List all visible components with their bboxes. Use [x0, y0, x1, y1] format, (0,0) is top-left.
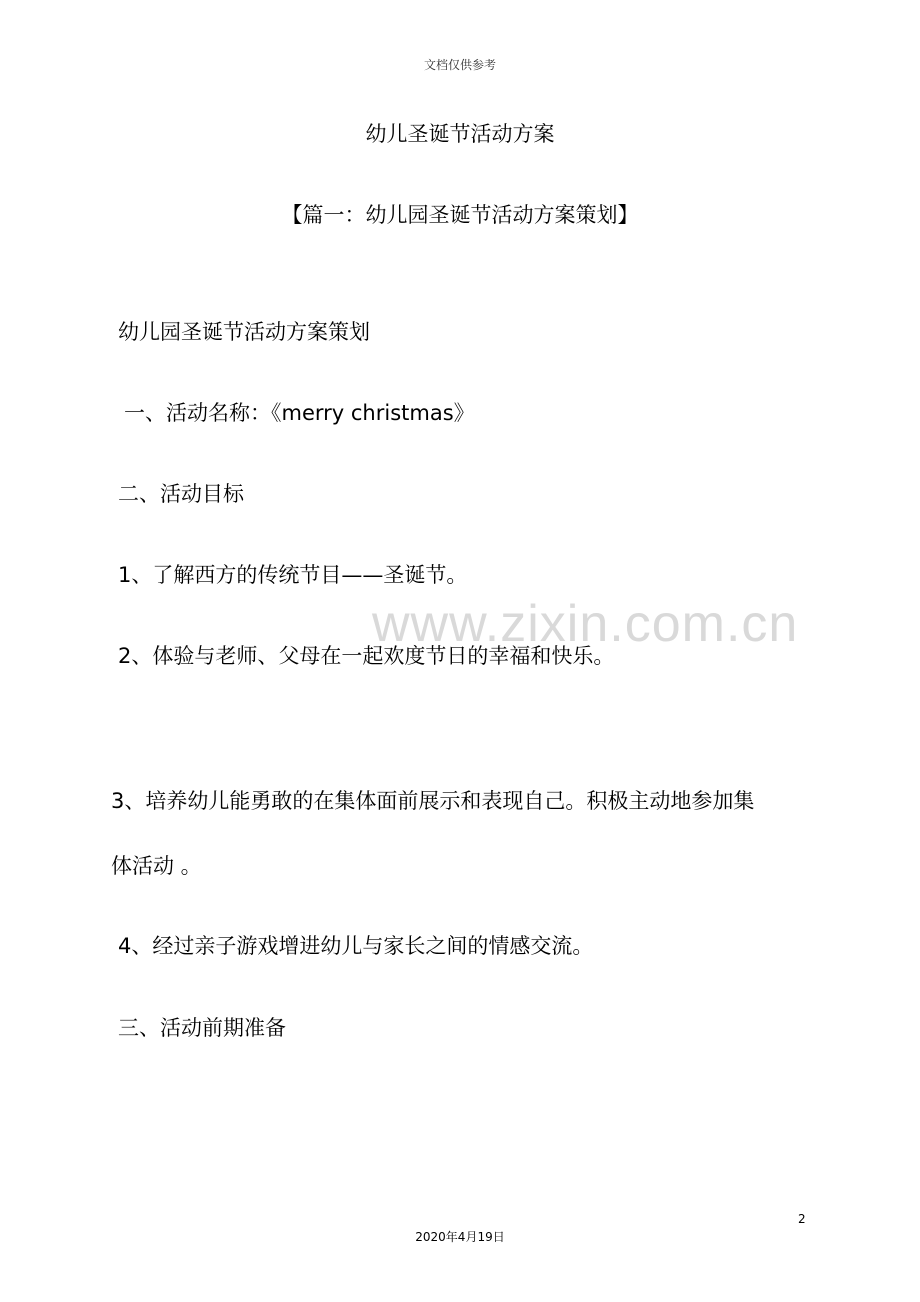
footer-date: 2020年4月19日 [415, 1230, 505, 1244]
paragraph-goal-3-line-1: 3、培养幼儿能勇敢的在集体面前展示和表现自己。积极主动地参加集 [111, 789, 755, 813]
paragraph-goal-4: 4、经过亲子游戏增进幼儿与家长之间的情感交流。 [118, 934, 594, 958]
header-note: 文档仅供参考 [423, 58, 496, 72]
paragraph-goal-2: 2、体验与老师、父母在一起欢度节日的幸福和快乐。 [118, 644, 615, 668]
section-heading: 【篇一：幼儿园圣诞节活动方案策划】 [281, 203, 639, 227]
paragraph-subtitle: 幼儿园圣诞节活动方案策划 [118, 320, 370, 344]
watermark: www.zixin.com.cn [372, 595, 799, 653]
paragraph-preparation-heading: 三、活动前期准备 [118, 1016, 286, 1040]
paragraph-goal-3-line-2: 体活动 。 [111, 854, 202, 878]
paragraph-activity-name: 一、活动名称：《merry christmas》 [124, 401, 475, 425]
page-number: 2 [798, 1212, 806, 1226]
paragraph-goals-heading: 二、活动目标 [118, 482, 244, 506]
paragraph-goal-1: 1、了解西方的传统节目——圣诞节。 [118, 563, 468, 587]
document-title: 幼儿圣诞节活动方案 [365, 122, 555, 146]
